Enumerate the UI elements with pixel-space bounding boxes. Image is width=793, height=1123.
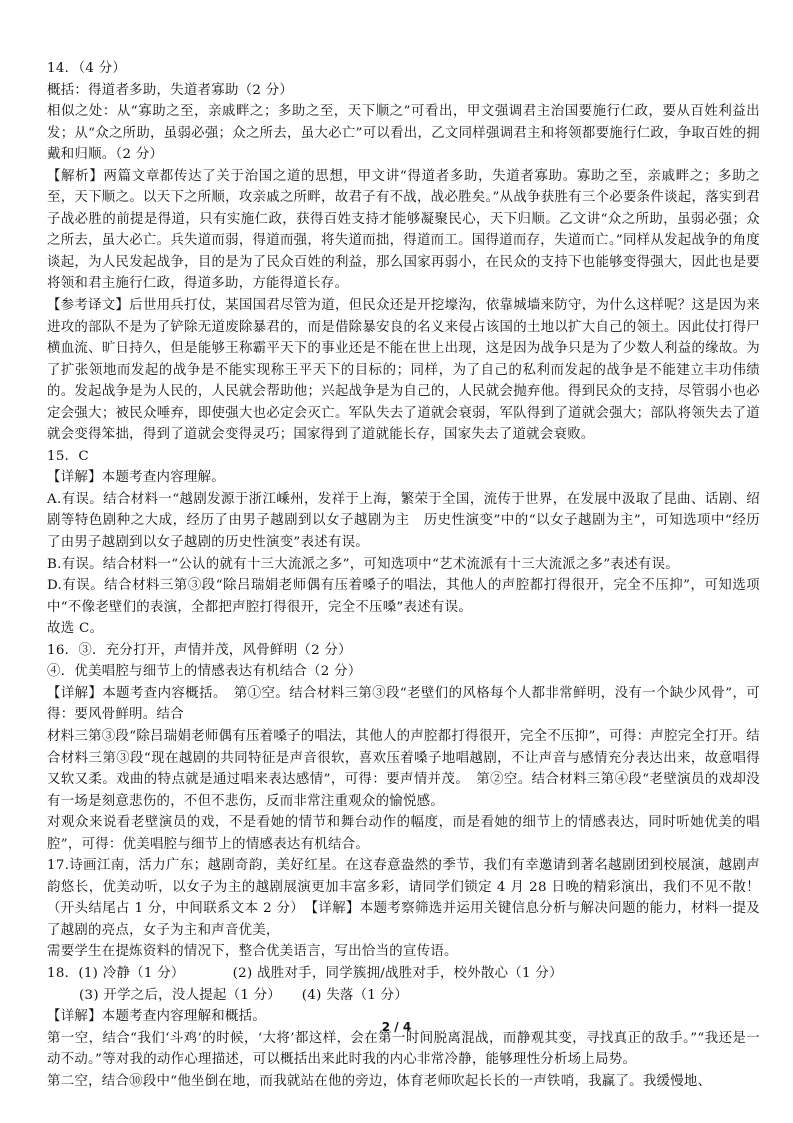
q16-detail-3: 对观众来说看老壁演员的戏，不是看她的情节和舞台动作的幅度，而是看她的细节上的情感表达，同时听她优美的唱腔”，可得：优美唱腔与细节上的情感表达有机结合。 — [47, 815, 760, 852]
q18-blank-1: 第一空，结合“我们‘斗鸡’的时候，‘大将’都这样，会在第一时间脱离混战，而静观其变，寻找真正的敌手。”“我还是一动不动。”等对我的动作心理描述，可以概括出来此时我的内心非常冷静，能够理性分析场上局势。 — [47, 1030, 760, 1068]
q15-conclusion: 故选 C。 — [47, 621, 104, 637]
q17-answer: 17.诗画江南，活力广东；越剧奇韵，美好红星。在这春意盎然的季节，我们有幸邀请到著名越剧团到校展演，越剧声韵悠长，优美动听，以女子为主的越剧展演更加丰富多彩，请同学们锁定 4 月 28 日晚的精彩演出，我们不见不散！（开头结尾占 1 分，中间联系文本 2 分） 【详解】本题考察筛选并运用关键信息分析与解决问题的能力，材料一提及了越剧的亮点，女子为主和声音优美， — [47, 858, 760, 938]
q16-detail-2: 材料三第③段“除吕瑞娟老师偶有压着嗓子的唱法，其他人的声腔都打得很开，完全不压抑”，可得：声腔完全打开。结合材料三第③段“现在越剧的共同特征是声音很软，喜欢压着嗓子地唱越剧，不让声音与感情充分表达出来，故意唱得又软又柔。戏曲的特点就是通过唱来表达感情”，可得：要声情并茂。 第②空。结合材料三第④段“老壁演员的戏却没有一场是刻意悲伤的，不但不悲伤，反而非常注重观众的愉悦感。 — [47, 728, 760, 809]
q15-option-b: B.有误。结合材料一“公认的就有十三大流派之多”，可知选项中“艺术流派有十三大流派之多”表述有误。 — [47, 556, 679, 572]
q14-similarity: 相似之处：从“寡助之至，亲戚畔之；多助之至，天下顺之”可看出，甲文强调君主治国要施行仁政，要从百姓利益出发；从“众之所助，虽弱必强；众之所去，虽大必亡”可以看出，乙文同样强调君主和将领都要施行仁政，争取百姓的拥戴和归顺。（2 分） — [47, 104, 760, 163]
q14-translation: 【参考译文】后世用兵打仗，某国国君尽管为道，但民众还是开挖壕沟，依靠城墙来防守，为什么这样呢？这是因为来进攻的部队不是为了铲除无道废除暴君的，而是借除暴安良的名义来侵占该国的土地以扩大自己的领土。因此仗打得尸横血流、旷日持久，但是能够王称霸平天下的事业还是不能在世上出现，这是因为战争只是为了少数人利益的缘故。为了扩张领地而发起的战争是不能实现称王平天下的目标的；同样，为了自己的私利而发起的战争是不能建立丰功伟绩的。发起战争是为人民的，人民就会帮助他；兴起战争是为自己的，人民就会抛弃他。得到民众的支持，尽管弱小也必定会强大；被民众唾弃，即使强大也必定会灭亡。军队失去了道就会衰弱，军队得到了道就会强大；部队将领失去了道就会变得笨拙，得到了道就会变得灵巧；国家得到了道就能长存，国家失去了道就会衰败。 — [47, 298, 760, 443]
page-number: 2 / 4 — [381, 1020, 412, 1034]
q14-summary: 概括：得道者多助，失道者寡助（2 分） — [47, 82, 294, 98]
q18-answer-row-1: 18．(1) 冷静（1 分） (2) 战胜对手，同学簇拥/战胜对手，校外散心（1 分） — [47, 965, 563, 981]
q14-heading: 14．（4 分） — [47, 61, 127, 76]
q17-detail: 需要学生在提炼资料的情况下，整合优美语言，写出恰当的宣传语。 — [47, 944, 458, 960]
q15-detail-title: 【详解】本题考查内容理解。 — [47, 470, 225, 486]
q16-detail-1: 【详解】本题考查内容概括。 第①空。结合材料三第③段“老壁们的风格每个人都非常鲜明，没有一个缺少风骨”，可得：要风骨鲜明。结合 — [47, 685, 760, 723]
q18-blank-2: 第二空，结合⑩段中“他坐倒在地，而我就站在他的旁边，体育老师吹起长长的一声铁哨，我赢了。我缓慢地、 — [47, 1073, 712, 1089]
q16-answer-2: ④．优美唱腔与细节上的情感表达有机结合（2 分） — [47, 664, 362, 680]
page-content — [47, 58, 760, 1092]
q16-answer-1: 16．③．充分打开，声情并茂，风骨鲜明（2 分） — [47, 642, 352, 658]
q14-analysis: 【解析】两篇文章都传达了关于治国之道的思想，甲文讲“得道者多助，失道者寡助。寡助之至，亲戚畔之；多助之至，天下顺之。以天下之所顺，攻亲戚之所畔，故君子有不战，战必胜矣。”从战争获胜有三个必要条件谈起，落实到君子战必胜的前提是得道，只有实施仁政，获得百姓支持才能够凝聚民心，天下归顺。乙文讲“众之所助，虽弱必强；众之所去，虽大必亡。兵失道而弱，得道而强，将失道而拙，得道而工。国得道而存，失道而亡。”同样从发起战争的角度谈起，为人民发起战争，目的是为了民众百姓的利益，那么国家再弱小，在民众的支持下也能够变得强大，因此也是要将领和君主施行仁政，得道多助，方能得道长存。 — [47, 168, 760, 292]
q18-answer-row-2: (3) 开学之后，没人提起（1 分） (4) 失落（1 分） — [79, 987, 409, 1003]
q18-detail-title: 【详解】本题考查内容理解和概括。 — [47, 1009, 267, 1025]
q15-option-d: D.有误。结合材料三第③段“除吕瑞娟老师偶有压着嗓子的唱法，其他人的声腔都打得很开，完全不压抑”，可知选项中“不像老壁们的表演，全都把声腔打得很开，完全不压嗓”表述有误。 — [47, 578, 760, 615]
q15-option-a: A.有误。结合材料一“越剧发源于浙江嵊州，发祥于上海，繁荣于全国，流传于世界，在发展中汲取了昆曲、话剧、绍剧等特色剧种之大成，经历了由男子越剧到以女子越剧为主 历史性演变”中的“以女子越剧为主”，可知选项中“经历了由男子越剧到以女子越剧的历史性演变”表述有误。 — [47, 491, 760, 551]
q15-heading: 15．C — [47, 448, 89, 464]
